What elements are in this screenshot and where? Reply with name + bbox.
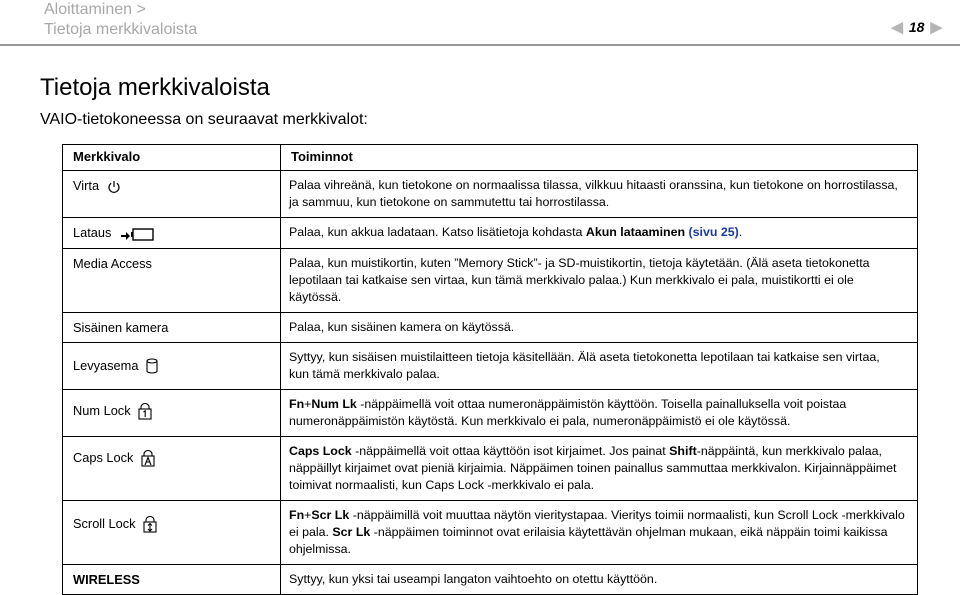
function-cell (281, 436, 918, 500)
function-cell (281, 218, 918, 249)
table-header-row (63, 145, 918, 171)
page-number: 18 (908, 19, 925, 35)
function-text: näppäillyt kirjaimet ovat pieniä kirjaimia. Näppäimen toinen painallus sammuttaa merkkivalon. Kirjainnäppäimet (289, 460, 897, 475)
indicator-cell (63, 171, 281, 218)
table-row (63, 312, 918, 342)
function-text: lepotilaan tai katkaise sen virtaa, kun tämä merkkivalo palaa.) Kun merkkivalo ei pala, muistikortti ei ole (289, 272, 854, 287)
function-text: Palaa, kun muistikortin, kuten ”Memory Stick”- ja SD-muistikortin, tietoja käytetään. (Älä aseta tietokonetta (289, 255, 870, 270)
function-text: ja sammuu, kun tietokone on sammutettu tai horrostilassa. (289, 195, 610, 209)
table-row (63, 248, 918, 312)
function-text-line (289, 524, 909, 541)
indicator-label: Sisäinen kamera (73, 319, 169, 335)
table-row (63, 436, 918, 500)
function-text: Palaa vihreänä, kun tietokone on normaalissa tilassa, vilkkuu hitaasti oranssina, kun tietokone on horrostilassa, (289, 178, 898, 192)
prev-page-icon[interactable]: ◀ (891, 19, 903, 36)
function-text: Syttyy, kun sisäisen muistilaitteen tietoja käsitellään. Älä aseta tietokonetta lepotilaan tai katkaise sen virtaa, (289, 349, 880, 364)
indicator-label: Levyasema (73, 357, 139, 373)
power-icon (107, 180, 121, 194)
function-cell (281, 171, 918, 218)
scroll-lock-icon (143, 516, 157, 533)
function-cell (281, 312, 918, 342)
function-text: Palaa, kun sisäinen kamera on käytössä. (289, 319, 515, 334)
function-text: ei pala. (289, 524, 333, 539)
indicator-cell (63, 312, 281, 342)
key-fn: Fn (289, 507, 305, 522)
indicator-label: Scroll Lock (73, 515, 136, 531)
key-scr-lk: Scr Lk (332, 524, 371, 539)
function-text: -näppäimellä voit ottaa numeronäppäimistön käyttöön. Toisella painalluksella voit poistaa (356, 396, 847, 411)
indicator-cell (63, 248, 281, 312)
cross-reference-title: Akun lataaminen (585, 225, 686, 239)
table-row (63, 171, 918, 218)
key-scr-lk: Scr Lk (311, 507, 350, 522)
function-text: -näppäimillä voit muuttaa näytön vieritystapaa. Vieritys toimii normaalisti, kun Scroll Lock -merkkivalo (349, 507, 905, 522)
key-fn: Fn (289, 396, 305, 411)
key-plus: + (304, 507, 312, 522)
function-cell (281, 342, 918, 389)
table-row (63, 218, 918, 249)
indicator-cell (63, 500, 281, 564)
table-row (63, 500, 918, 564)
indicator-label: Num Lock (73, 402, 131, 418)
function-cell (281, 248, 918, 312)
breadcrumb-current: Tietoja merkkivaloista (44, 21, 198, 38)
battery-charge-icon (119, 226, 155, 242)
function-text-line (289, 507, 909, 524)
function-text: käytössä. (289, 289, 342, 304)
indicator-label: Caps Lock (73, 449, 134, 465)
breadcrumb-parent[interactable]: Aloittaminen > (44, 1, 146, 18)
indicator-cell (63, 389, 281, 436)
indicator-label: Virta (73, 178, 100, 193)
indicator-label: WIRELESS (73, 571, 140, 587)
disk-drive-icon (146, 358, 158, 374)
column-header-functions: Toiminnot (281, 145, 918, 171)
breadcrumb (44, 0, 197, 40)
function-cell (281, 564, 918, 594)
caps-lock-icon (141, 450, 155, 467)
indicator-label: Media Access (73, 255, 152, 271)
function-text: ohjelmissa. (289, 541, 351, 556)
function-text-end: . (738, 225, 743, 239)
table-row (63, 342, 918, 389)
page-subtitle: VAIO-tietokoneessa on seuraavat merkkivalot: (40, 111, 368, 128)
function-text-line (289, 443, 909, 460)
function-cell (281, 389, 918, 436)
function-text: Syttyy, kun yksi tai useampi langaton vaihtoehto on otettu käyttöön. (289, 571, 658, 586)
function-text: -näppäintä, kun merkkivalo palaa, (696, 443, 882, 458)
function-text: -näppäimellä voit ottaa käyttöön isot kirjaimet. Jos painat (351, 443, 670, 458)
key-plus: + (304, 396, 312, 411)
header-divider (0, 44, 960, 46)
table-row (63, 564, 918, 594)
function-text: Palaa, kun akkua ladataan. Katso lisätietoja kohdasta (289, 225, 586, 239)
next-page-icon[interactable]: ▶ (930, 19, 942, 36)
page-link[interactable]: (sivu 25) (688, 225, 739, 239)
indicator-cell (63, 342, 281, 389)
indicator-cell (63, 564, 281, 594)
table-row (63, 389, 918, 436)
key-num-lk: Num Lk (311, 396, 357, 411)
key-caps-lock: Caps Lock (289, 443, 352, 458)
function-text: -näppäimen toiminnot ovat erilaisia käytettävän ohjelman mukaan, eikä näppäin toimi kaikissa (370, 524, 888, 539)
function-text: kun tämä merkkivalo palaa. (289, 366, 440, 381)
function-text-line (289, 396, 909, 413)
indicator-cell (63, 218, 281, 249)
indicator-cell (63, 436, 281, 500)
function-text: numeronäppäimistön käytöstä. Kun merkkivalo ei pala, numeronäppäimistö ei ole käytössä. (289, 413, 791, 428)
key-shift: Shift (669, 443, 697, 458)
page-navigation (891, 18, 942, 36)
indicator-label: Lataus (73, 225, 112, 240)
page-title: Tietoja merkkivaloista (40, 74, 270, 101)
function-text: toimivat normaalisti, kun Caps Lock -merkkivalo ei pala. (289, 477, 595, 492)
num-lock-icon (138, 403, 152, 420)
indicator-table (62, 144, 918, 595)
column-header-indicator: Merkkivalo (63, 145, 281, 171)
function-cell (281, 500, 918, 564)
